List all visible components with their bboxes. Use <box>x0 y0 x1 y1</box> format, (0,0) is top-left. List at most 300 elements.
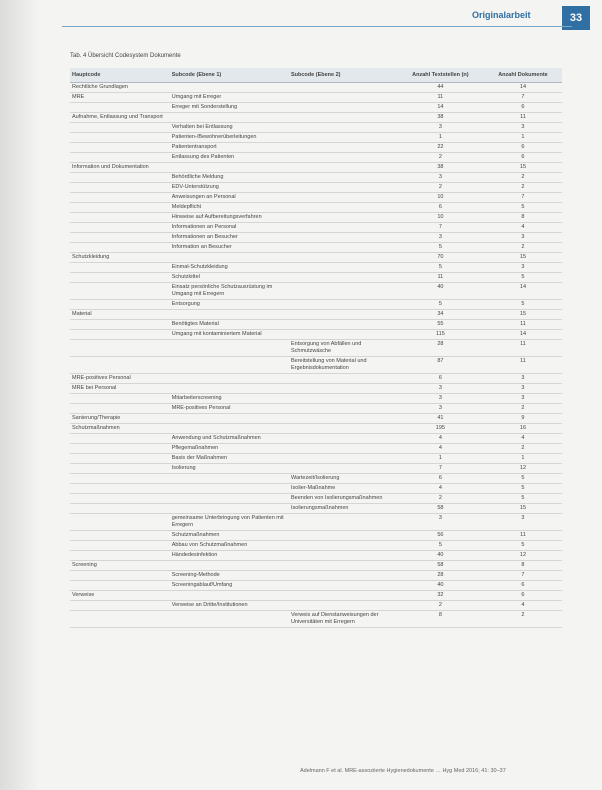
table-cell: Isolier-Maßnahme <box>289 484 397 494</box>
table-cell: 38 <box>397 163 484 173</box>
table-cell <box>170 484 289 494</box>
table-cell <box>289 384 397 394</box>
table-row <box>70 173 562 183</box>
table-cell <box>289 571 397 581</box>
table-cell: 3 <box>484 263 562 273</box>
table-cell <box>170 374 289 384</box>
table-cell <box>289 434 397 444</box>
table-cell: 55 <box>397 320 484 330</box>
table-cell: Erreger mit Sonderstellung <box>170 103 289 113</box>
table-cell <box>70 551 170 561</box>
table-cell <box>170 253 289 263</box>
table-row <box>70 611 562 628</box>
table-cell <box>289 404 397 414</box>
table-cell: 5 <box>484 273 562 283</box>
table-cell <box>289 394 397 404</box>
table-cell: Entsorgung von Abfällen und Schmutzwäsche <box>289 340 397 357</box>
table-cell <box>289 93 397 103</box>
table-cell <box>70 203 170 213</box>
table-row <box>70 357 562 374</box>
table-cell <box>289 561 397 571</box>
table-cell <box>70 474 170 484</box>
table-cell <box>70 283 170 300</box>
table-cell <box>70 611 170 628</box>
table-row <box>70 243 562 253</box>
table-cell: Basis der Maßnahmen <box>170 454 289 464</box>
table-cell <box>289 320 397 330</box>
table-cell: 56 <box>397 531 484 541</box>
table-cell: 2 <box>484 173 562 183</box>
table-row <box>70 310 562 320</box>
table-cell: Anwendung und Schutzmaßnahmen <box>170 434 289 444</box>
table-cell: 6 <box>484 153 562 163</box>
table-cell: 9 <box>484 414 562 424</box>
table-cell: 58 <box>397 561 484 571</box>
table-cell: 28 <box>397 340 484 357</box>
table-cell: 5 <box>397 263 484 273</box>
table-cell: 3 <box>484 384 562 394</box>
table-cell: 41 <box>397 414 484 424</box>
table-cell: 14 <box>484 83 562 93</box>
table-cell: 14 <box>484 330 562 340</box>
table-cell: Entsorgung <box>170 300 289 310</box>
table-row <box>70 561 562 571</box>
page-number: 33 <box>562 6 590 30</box>
table-body <box>70 83 562 628</box>
table-cell <box>289 173 397 183</box>
table-cell: Informationen an Personal <box>170 223 289 233</box>
table-cell <box>70 357 170 374</box>
table-cell <box>170 414 289 424</box>
table-row <box>70 183 562 193</box>
table-cell: 5 <box>397 243 484 253</box>
table-row <box>70 163 562 173</box>
table-cell: 10 <box>397 193 484 203</box>
code-table <box>70 68 562 628</box>
table-cell: 7 <box>397 223 484 233</box>
table-cell <box>289 414 397 424</box>
table-row <box>70 133 562 143</box>
table-cell <box>70 133 170 143</box>
table-row <box>70 253 562 263</box>
table-cell: 6 <box>397 374 484 384</box>
table-cell: 5 <box>484 300 562 310</box>
table-cell: 6 <box>484 143 562 153</box>
table-cell: Sanierung/Therapie <box>70 414 170 424</box>
table-cell: Schutzmaßnahmen <box>70 424 170 434</box>
table-cell <box>70 320 170 330</box>
table-cell <box>289 464 397 474</box>
table-cell: 11 <box>484 320 562 330</box>
table-cell: 3 <box>484 233 562 243</box>
table-cell: 6 <box>484 581 562 591</box>
table-cell: 115 <box>397 330 484 340</box>
table-cell: 2 <box>397 494 484 504</box>
table-cell <box>70 103 170 113</box>
table-cell <box>289 424 397 434</box>
table-cell <box>70 404 170 414</box>
table-cell: 4 <box>484 601 562 611</box>
table-cell <box>170 310 289 320</box>
table-cell: 3 <box>397 394 484 404</box>
table-cell: 44 <box>397 83 484 93</box>
table-cell: Umgang mit kontaminiertem Material <box>170 330 289 340</box>
table-cell: 11 <box>484 357 562 374</box>
table-cell <box>289 83 397 93</box>
table-cell <box>289 133 397 143</box>
table-cell <box>170 163 289 173</box>
table-cell: Benötigtes Material <box>170 320 289 330</box>
table-cell <box>70 571 170 581</box>
table-cell: 1 <box>484 454 562 464</box>
table-row <box>70 103 562 113</box>
table-cell <box>170 384 289 394</box>
table-cell: 1 <box>484 133 562 143</box>
table-cell <box>70 444 170 454</box>
table-cell: Mitarbeiterscreening <box>170 394 289 404</box>
table-cell <box>70 494 170 504</box>
table-row <box>70 454 562 464</box>
table-cell <box>289 263 397 273</box>
table-cell: Patiententransport <box>170 143 289 153</box>
table-cell <box>70 223 170 233</box>
table-cell: 195 <box>397 424 484 434</box>
table-cell: 32 <box>397 591 484 601</box>
table-cell <box>289 243 397 253</box>
table-cell <box>289 541 397 551</box>
table-cell <box>289 283 397 300</box>
table-cell <box>289 103 397 113</box>
table-cell: Bereitstellung von Material und Ergebnisdokumentation <box>289 357 397 374</box>
table-row <box>70 434 562 444</box>
table-cell <box>289 591 397 601</box>
table-cell: MRE <box>70 93 170 103</box>
table-cell: 34 <box>397 310 484 320</box>
table-cell: gemeinsame Unterbringung von Patienten mit Erregern <box>170 514 289 531</box>
table-cell: 5 <box>397 300 484 310</box>
table-cell: 11 <box>397 93 484 103</box>
table-cell: 15 <box>484 310 562 320</box>
table-row <box>70 113 562 123</box>
table-cell <box>70 143 170 153</box>
table-cell <box>170 611 289 628</box>
table-cell: Schutzkittel <box>170 273 289 283</box>
table-cell: 4 <box>397 444 484 454</box>
table-cell <box>70 243 170 253</box>
table-cell: 6 <box>397 203 484 213</box>
table-cell: 2 <box>397 153 484 163</box>
table-cell <box>289 310 397 320</box>
table-row <box>70 394 562 404</box>
table-row <box>70 504 562 514</box>
table-cell: Screening <box>70 561 170 571</box>
table-row <box>70 514 562 531</box>
table-cell: 2 <box>397 183 484 193</box>
table-cell <box>70 464 170 474</box>
table-cell <box>289 454 397 464</box>
table-row <box>70 494 562 504</box>
table-cell: 58 <box>397 504 484 514</box>
table-cell: 6 <box>484 103 562 113</box>
table-cell <box>70 504 170 514</box>
table-cell: Abbau von Schutzmaßnahmen <box>170 541 289 551</box>
table-cell: 40 <box>397 581 484 591</box>
table-cell: 1 <box>397 454 484 464</box>
table-cell: Beenden von Isolierungsmaßnahmen <box>289 494 397 504</box>
table-row <box>70 193 562 203</box>
table-cell: 3 <box>484 514 562 531</box>
table-row <box>70 591 562 601</box>
table-row <box>70 541 562 551</box>
table-cell <box>289 601 397 611</box>
table-cell: Verweise <box>70 591 170 601</box>
table-cell: 1 <box>397 133 484 143</box>
table-cell: 5 <box>484 541 562 551</box>
table-row <box>70 571 562 581</box>
table-cell: Verweise an Dritte/Institutionen <box>170 601 289 611</box>
table-cell: 38 <box>397 113 484 123</box>
table-cell: 40 <box>397 551 484 561</box>
table-row <box>70 340 562 357</box>
table-cell: 7 <box>484 193 562 203</box>
table-cell: 5 <box>484 474 562 484</box>
table-cell <box>170 113 289 123</box>
table-cell: 16 <box>484 424 562 434</box>
table-cell <box>289 153 397 163</box>
table-cell: Information an Besucher <box>170 243 289 253</box>
table-cell <box>70 233 170 243</box>
table-cell: MRE-positives Personal <box>170 404 289 414</box>
table-cell: 11 <box>484 340 562 357</box>
table-cell: 12 <box>484 551 562 561</box>
table-cell: 15 <box>484 504 562 514</box>
table-row <box>70 123 562 133</box>
table-cell <box>289 163 397 173</box>
table-row <box>70 551 562 561</box>
table-cell: Screeningablauf/Umfang <box>170 581 289 591</box>
table-cell <box>289 551 397 561</box>
table-cell <box>170 83 289 93</box>
table-cell <box>70 601 170 611</box>
table-cell <box>289 233 397 243</box>
table-cell: 4 <box>484 434 562 444</box>
table-cell: Einsatz persönliche Schutzausrüstung im Umgang mit Erregern <box>170 283 289 300</box>
table-cell <box>289 113 397 123</box>
table-cell: 11 <box>397 273 484 283</box>
table-row <box>70 213 562 223</box>
table-cell: 8 <box>484 561 562 571</box>
table-cell: 5 <box>484 494 562 504</box>
table-row <box>70 203 562 213</box>
column-header: Anzahl Dokumente <box>484 68 562 83</box>
table-cell <box>170 504 289 514</box>
table-cell: Hinweise auf Aufbereitungsverfahren <box>170 213 289 223</box>
section-label: Originalarbeit <box>472 10 531 20</box>
table-cell: Information und Dokumentation <box>70 163 170 173</box>
table-cell <box>170 474 289 484</box>
table-cell <box>289 183 397 193</box>
table-row <box>70 93 562 103</box>
table-cell: 12 <box>484 464 562 474</box>
table-cell: 6 <box>397 474 484 484</box>
table-cell: Isolierung <box>170 464 289 474</box>
table-row <box>70 424 562 434</box>
table-cell <box>289 213 397 223</box>
table-cell: EDV-Unterstützung <box>170 183 289 193</box>
table-cell <box>170 591 289 601</box>
table-row <box>70 531 562 541</box>
table-cell <box>289 444 397 454</box>
table-cell: 2 <box>484 444 562 454</box>
table-cell: 3 <box>397 404 484 414</box>
table-cell: Anweisungen an Personal <box>170 193 289 203</box>
table-cell <box>70 340 170 357</box>
table-row <box>70 273 562 283</box>
table-cell: 2 <box>484 404 562 414</box>
table-cell: 70 <box>397 253 484 263</box>
table-row <box>70 384 562 394</box>
table-cell: Meldepflicht <box>170 203 289 213</box>
table-cell: Behördliche Meldung <box>170 173 289 183</box>
table-cell: 5 <box>484 484 562 494</box>
table-cell: 3 <box>484 123 562 133</box>
table-cell: 2 <box>484 183 562 193</box>
table-cell <box>70 330 170 340</box>
table-cell: Wartezeit/Isolierung <box>289 474 397 484</box>
table-header-row <box>70 68 562 83</box>
table-cell: 7 <box>484 93 562 103</box>
table-cell <box>70 394 170 404</box>
table-cell: 3 <box>484 394 562 404</box>
table-cell <box>170 561 289 571</box>
table-cell <box>70 581 170 591</box>
table-row <box>70 320 562 330</box>
table-cell: Verweis auf Dienstanweisungen der Universitäten mit Erregern <box>289 611 397 628</box>
table-cell: 15 <box>484 253 562 263</box>
table-row <box>70 83 562 93</box>
table-cell: Verhalten bei Entlassung <box>170 123 289 133</box>
table-cell: 28 <box>397 571 484 581</box>
table-cell: 8 <box>484 213 562 223</box>
table-cell <box>70 213 170 223</box>
table-cell: 3 <box>484 374 562 384</box>
table-cell: 14 <box>397 103 484 113</box>
table-row <box>70 484 562 494</box>
table-cell: 15 <box>484 163 562 173</box>
table-cell <box>70 123 170 133</box>
table-cell <box>70 273 170 283</box>
table-row <box>70 601 562 611</box>
table-cell: Händedesinfektion <box>170 551 289 561</box>
table-cell: Einmal-Schutzkleidung <box>170 263 289 273</box>
table-cell: 2 <box>484 243 562 253</box>
column-header: Subcode (Ebene 1) <box>170 68 289 83</box>
column-header: Subcode (Ebene 2) <box>289 68 397 83</box>
table-row <box>70 233 562 243</box>
table-cell: Rechtliche Grundlagen <box>70 83 170 93</box>
table-cell <box>170 340 289 357</box>
table-cell: Material <box>70 310 170 320</box>
table-cell <box>170 357 289 374</box>
table-cell <box>289 273 397 283</box>
table-cell: 2 <box>397 601 484 611</box>
table-cell: Schutzkleidung <box>70 253 170 263</box>
table-row <box>70 223 562 233</box>
table-cell: 14 <box>484 283 562 300</box>
table-cell <box>289 531 397 541</box>
table-caption: Tab. 4 Übersicht Codesystem Dokumente <box>70 53 181 59</box>
table-row <box>70 153 562 163</box>
table-cell <box>289 203 397 213</box>
table-cell: Patienten-/Bewohnerüberleitungen <box>170 133 289 143</box>
table-cell: 5 <box>397 541 484 551</box>
column-header: Anzahl Textstellen (n) <box>397 68 484 83</box>
table-cell <box>70 300 170 310</box>
table-cell <box>289 330 397 340</box>
table-cell: 4 <box>484 223 562 233</box>
table-cell <box>170 494 289 504</box>
table-cell: 3 <box>397 384 484 394</box>
page-shadow <box>0 0 40 790</box>
table-cell: 10 <box>397 213 484 223</box>
table-cell <box>70 193 170 203</box>
table-cell <box>70 454 170 464</box>
table-row <box>70 300 562 310</box>
table-cell <box>289 123 397 133</box>
page-footer: Adelmann F et al. MRE-assoziierte Hygienedokumente … Hyg Med 2016; 41: 30–37 <box>300 768 506 774</box>
table-cell: Isolierungsmaßnahmen <box>289 504 397 514</box>
column-header: Hauptcode <box>70 68 170 83</box>
table-row <box>70 143 562 153</box>
table-cell <box>289 300 397 310</box>
table-cell <box>289 253 397 263</box>
header-rule <box>62 26 572 27</box>
table-cell: Schutzmaßnahmen <box>170 531 289 541</box>
table-cell: Informationen an Besucher <box>170 233 289 243</box>
table-cell <box>289 223 397 233</box>
table-cell <box>289 514 397 531</box>
table-cell: Umgang mit Erreger <box>170 93 289 103</box>
table-cell: Pflegemaßnahmen <box>170 444 289 454</box>
table-cell: Screening-Methode <box>170 571 289 581</box>
table-cell <box>70 153 170 163</box>
table-cell <box>70 434 170 444</box>
table-cell: 87 <box>397 357 484 374</box>
table-cell <box>289 581 397 591</box>
table-cell: 11 <box>484 531 562 541</box>
table-cell: 3 <box>397 123 484 133</box>
table-cell: 8 <box>397 611 484 628</box>
table-row <box>70 263 562 273</box>
table-cell: 4 <box>397 484 484 494</box>
table-cell: 11 <box>484 113 562 123</box>
table-cell: 3 <box>397 173 484 183</box>
table-cell: Aufnahme, Entlassung und Transport <box>70 113 170 123</box>
table-cell: 4 <box>397 434 484 444</box>
table-cell: 2 <box>484 611 562 628</box>
table-cell <box>70 263 170 273</box>
table-cell: 3 <box>397 514 484 531</box>
table-row <box>70 414 562 424</box>
table-row <box>70 283 562 300</box>
table-row <box>70 374 562 384</box>
table-cell <box>170 424 289 434</box>
table-cell: 5 <box>484 203 562 213</box>
table-cell: 7 <box>484 571 562 581</box>
table-row <box>70 581 562 591</box>
table-cell <box>70 173 170 183</box>
table-cell <box>70 183 170 193</box>
